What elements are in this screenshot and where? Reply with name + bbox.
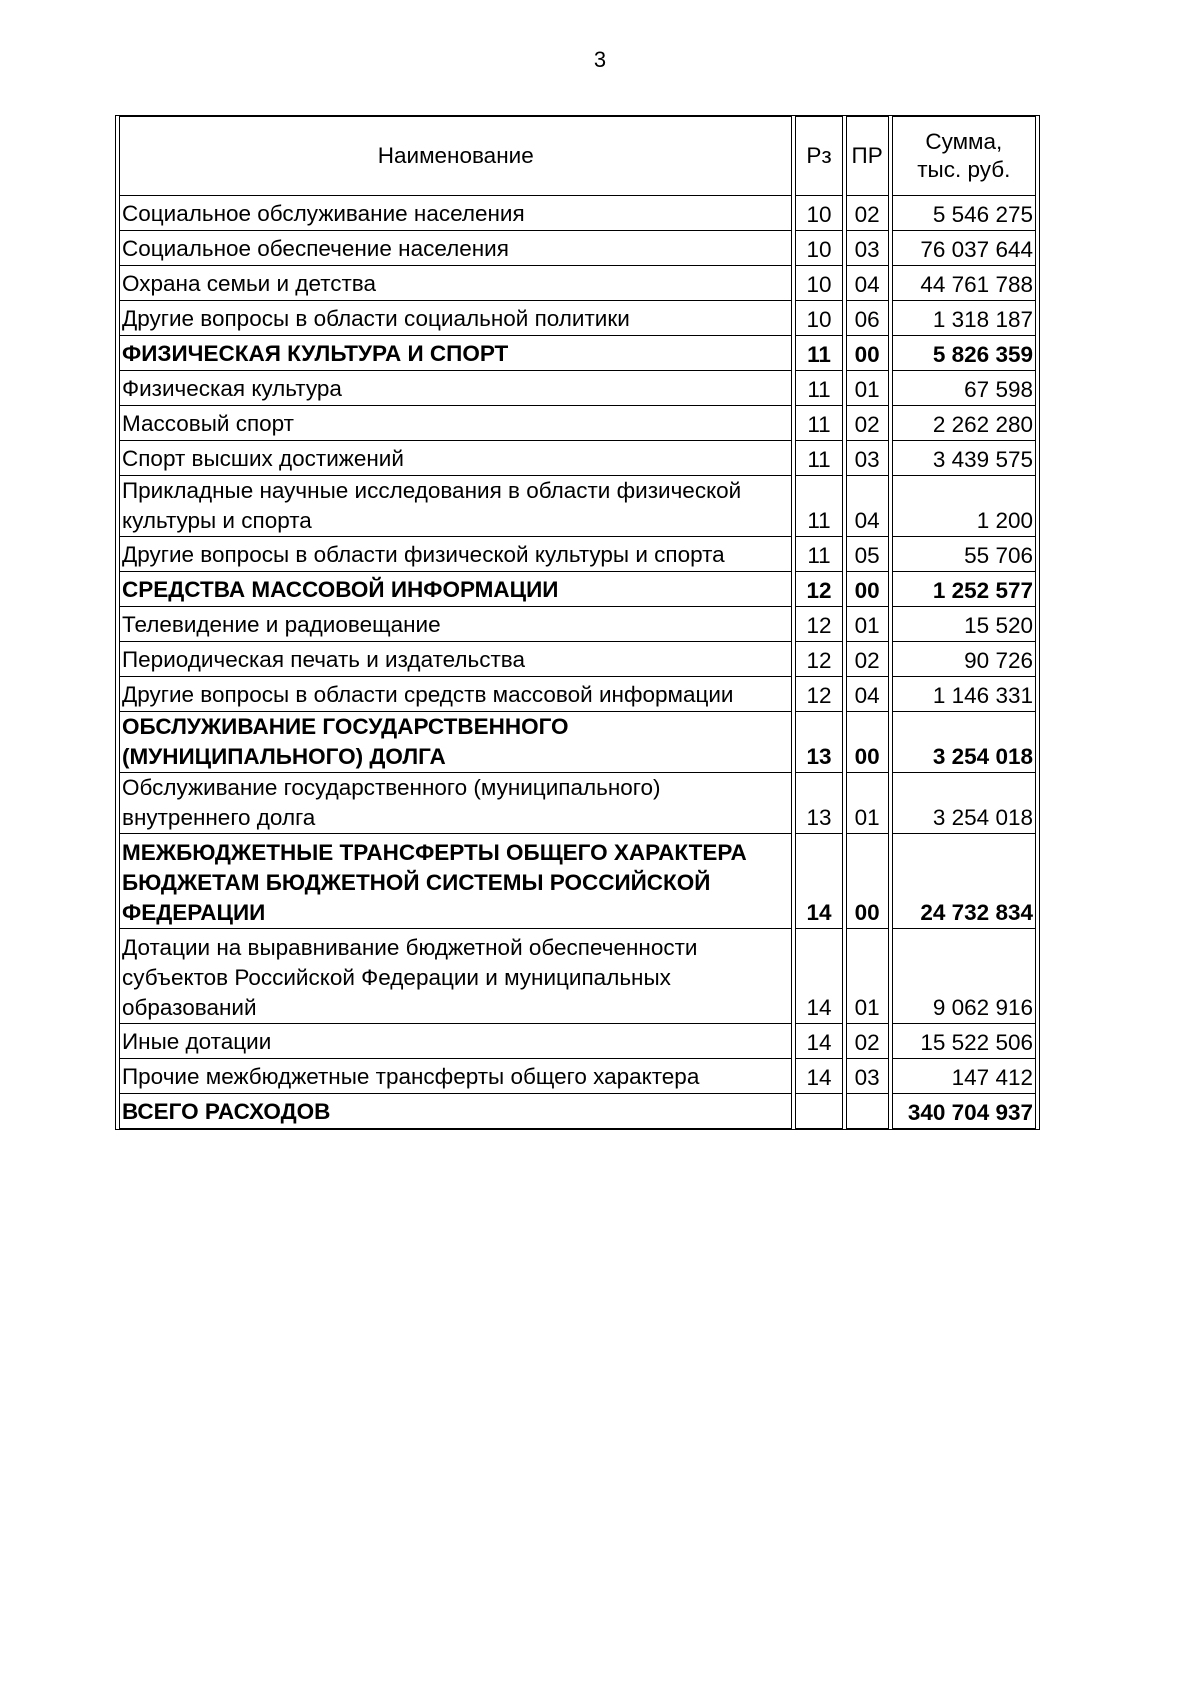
cell-pr: 00	[846, 834, 889, 929]
table-row	[119, 677, 1036, 712]
table-row	[119, 476, 1036, 537]
cell-name: ФИЗИЧЕСКАЯ КУЛЬТУРА И СПОРТ	[119, 336, 792, 371]
cell-name: Иные дотации	[119, 1024, 792, 1059]
cell-pr: 02	[846, 1024, 889, 1059]
cell-sum: 340 704 937	[892, 1094, 1036, 1129]
cell-sum: 3 254 018	[892, 773, 1036, 834]
cell-sum: 5 826 359	[892, 336, 1036, 371]
cell-sum: 5 546 275	[892, 196, 1036, 231]
cell-pr: 03	[846, 231, 889, 266]
cell-rz: 10	[795, 266, 842, 301]
cell-name: ОБСЛУЖИВАНИЕ ГОСУДАРСТВЕННОГО (МУНИЦИПАЛЬНОГО) ДОЛГА	[119, 712, 792, 773]
cell-sum: 67 598	[892, 371, 1036, 406]
cell-rz: 12	[795, 677, 842, 712]
cell-sum: 1 252 577	[892, 572, 1036, 607]
cell-rz: 13	[795, 712, 842, 773]
cell-name: Периодическая печать и издательства	[119, 642, 792, 677]
cell-rz: 11	[795, 441, 842, 476]
cell-sum: 90 726	[892, 642, 1036, 677]
table-row	[119, 537, 1036, 572]
cell-name: Охрана семьи и детства	[119, 266, 792, 301]
cell-rz: 12	[795, 572, 842, 607]
cell-rz: 11	[795, 476, 842, 537]
cell-rz: 10	[795, 301, 842, 336]
table-row	[119, 441, 1036, 476]
cell-sum: 44 761 788	[892, 266, 1036, 301]
cell-rz	[795, 1094, 842, 1129]
cell-rz: 11	[795, 336, 842, 371]
cell-pr: 03	[846, 1059, 889, 1094]
cell-sum: 1 146 331	[892, 677, 1036, 712]
cell-name: Другие вопросы в области социальной политики	[119, 301, 792, 336]
cell-rz: 12	[795, 607, 842, 642]
cell-name: Прочие межбюджетные трансферты общего характера	[119, 1059, 792, 1094]
cell-sum: 2 262 280	[892, 406, 1036, 441]
header-name: Наименование	[119, 116, 792, 196]
table-row	[119, 336, 1036, 371]
cell-sum: 1 200	[892, 476, 1036, 537]
table-row	[119, 231, 1036, 266]
header-sum	[892, 116, 1036, 196]
cell-pr: 03	[846, 441, 889, 476]
cell-rz: 14	[795, 1059, 842, 1094]
cell-pr: 02	[846, 406, 889, 441]
cell-name: ВСЕГО РАСХОДОВ	[119, 1094, 792, 1129]
table-row	[119, 1059, 1036, 1094]
cell-pr: 04	[846, 677, 889, 712]
table-header-row	[119, 116, 1036, 196]
cell-sum: 1 318 187	[892, 301, 1036, 336]
table-row	[119, 1024, 1036, 1059]
cell-rz: 14	[795, 834, 842, 929]
cell-sum: 147 412	[892, 1059, 1036, 1094]
cell-sum: 9 062 916	[892, 929, 1036, 1024]
cell-sum: 15 520	[892, 607, 1036, 642]
cell-sum: 3 254 018	[892, 712, 1036, 773]
table-row	[119, 371, 1036, 406]
cell-rz: 10	[795, 196, 842, 231]
cell-rz: 11	[795, 537, 842, 572]
cell-pr: 02	[846, 642, 889, 677]
header-sum-line1: Сумма,	[925, 129, 1003, 154]
header-pr: ПР	[846, 116, 889, 196]
cell-pr: 04	[846, 266, 889, 301]
cell-name: Другие вопросы в области физической культуры и спорта	[119, 537, 792, 572]
table-row	[119, 572, 1036, 607]
table-body	[119, 196, 1036, 1129]
page-number: 3	[593, 47, 607, 72]
header-sum-line2: тыс. руб.	[917, 157, 1011, 182]
cell-rz: 13	[795, 773, 842, 834]
cell-rz: 14	[795, 1024, 842, 1059]
cell-pr: 04	[846, 476, 889, 537]
cell-name: СРЕДСТВА МАССОВОЙ ИНФОРМАЦИИ	[119, 572, 792, 607]
cell-pr: 00	[846, 712, 889, 773]
cell-name: Спорт высших достижений	[119, 441, 792, 476]
cell-pr: 05	[846, 537, 889, 572]
cell-pr: 06	[846, 301, 889, 336]
cell-sum: 15 522 506	[892, 1024, 1036, 1059]
cell-pr: 00	[846, 336, 889, 371]
table-row	[119, 301, 1036, 336]
table-row	[119, 834, 1036, 929]
cell-rz: 10	[795, 231, 842, 266]
cell-sum: 55 706	[892, 537, 1036, 572]
table-row	[119, 266, 1036, 301]
cell-name: Прикладные научные исследования в области физической культуры и спорта	[119, 476, 792, 537]
cell-name: Массовый спорт	[119, 406, 792, 441]
cell-name: МЕЖБЮДЖЕТНЫЕ ТРАНСФЕРТЫ ОБЩЕГО ХАРАКТЕРА БЮДЖЕТАМ БЮДЖЕТНОЙ СИСТЕМЫ РОССИЙСКОЙ ФЕДЕРАЦИИ	[119, 834, 792, 929]
cell-pr: 02	[846, 196, 889, 231]
table-row	[119, 406, 1036, 441]
table-row	[119, 196, 1036, 231]
cell-sum: 24 732 834	[892, 834, 1036, 929]
cell-name: Социальное обслуживание населения	[119, 196, 792, 231]
table-row	[119, 773, 1036, 834]
cell-pr: 01	[846, 371, 889, 406]
cell-pr	[846, 1094, 889, 1129]
cell-name: Другие вопросы в области средств массовой информации	[119, 677, 792, 712]
table-row	[119, 607, 1036, 642]
table-row	[119, 712, 1036, 773]
cell-pr: 01	[846, 773, 889, 834]
table-row	[119, 642, 1036, 677]
cell-name: Дотации на выравнивание бюджетной обеспеченности субъектов Российской Федерации и муниципальных образований	[119, 929, 792, 1024]
cell-sum: 3 439 575	[892, 441, 1036, 476]
cell-pr: 01	[846, 929, 889, 1024]
cell-rz: 11	[795, 406, 842, 441]
cell-name: Телевидение и радиовещание	[119, 607, 792, 642]
cell-name: Обслуживание государственного (муниципального) внутреннего долга	[119, 773, 792, 834]
table-row	[119, 929, 1036, 1024]
cell-pr: 00	[846, 572, 889, 607]
header-rz: Рз	[795, 116, 842, 196]
table-row	[119, 1094, 1036, 1129]
cell-sum: 76 037 644	[892, 231, 1036, 266]
cell-rz: 12	[795, 642, 842, 677]
cell-name: Социальное обеспечение населения	[119, 231, 792, 266]
budget-table	[115, 115, 1040, 1130]
cell-rz: 11	[795, 371, 842, 406]
cell-rz: 14	[795, 929, 842, 1024]
cell-name: Физическая культура	[119, 371, 792, 406]
cell-pr: 01	[846, 607, 889, 642]
